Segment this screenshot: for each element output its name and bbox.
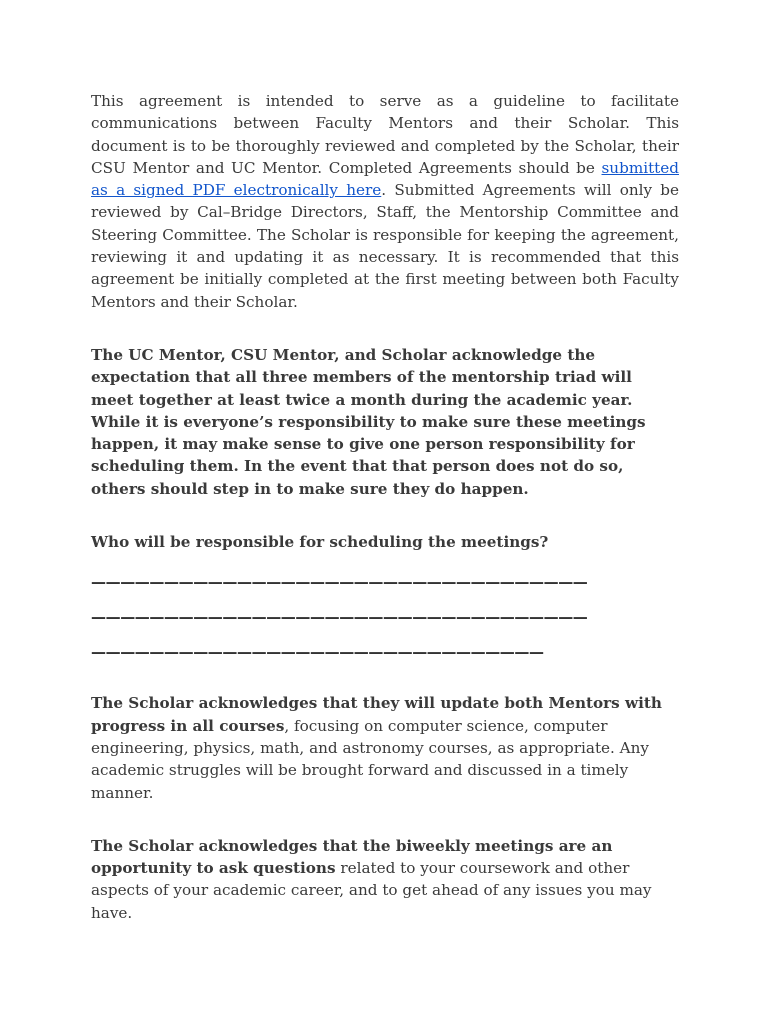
biweekly-bold-text: The Scholar acknowledges that the biweekly meetings are an opportunity to ask questions — [91, 836, 613, 878]
scheduling-question: Who will be responsible for scheduling the meetings? — [91, 533, 549, 552]
intro-text-after-link: . Submitted Agreements will only be reviewed by Cal–Bridge Directors, Staff, the Mentorship Committee and Steering Committee. The Scholar is responsible for keeping the agreement, reviewing it and updating it as necessary. It is recommended that this agreement be initially completed at the first meeting between both Faculty Mentors and their Scholar. — [91, 181, 680, 311]
submit-pdf-link[interactable]: submitted as a signed PDF electronically here — [91, 158, 679, 200]
intro-text-before-link: This agreement is intended to serve as a guideline to facilitate communications between Faculty Mentors and their Scholar. This document is to be thoroughly reviewed and completed by the Scholar, their CSU Mentor and UC Mentor. Completed Agreements should be — [91, 92, 679, 177]
intro-paragraph — [91, 90, 679, 313]
blank-line-3[interactable]: ——————————————————————————————— — [91, 643, 544, 662]
progress-bold-text: The Scholar acknowledges that they will update both Mentors with progress in all courses — [91, 694, 662, 735]
biweekly-rest-text: related to your coursework and other aspects of your academic career, and to get ahead of any issues you may have. — [91, 859, 652, 922]
blank-line-2[interactable]: —————————————————————————————————— — [91, 608, 588, 627]
progress-paragraph — [91, 692, 679, 803]
progress-rest-text: , focusing on computer science, computer engineering, physics, math, and astronomy courses, as appropriate. Any academic struggles will be brought forward and discussed in a timely manner. — [91, 716, 650, 802]
scheduling-answer-blanks — [91, 565, 679, 670]
biweekly-paragraph — [91, 835, 679, 924]
blank-line-1[interactable]: —————————————————————————————————— — [91, 573, 588, 592]
triad-paragraph: The UC Mentor, CSU Mentor, and Scholar acknowledge the expectation that all three members of the mentorship triad will meet together at least twice a month during the academic year. While it is everyone’s responsibility to make sure these meetings happen, it may make sense to give one person responsibility for scheduling them. In the event that that person does not do so, others should step in to make sure they do happen. — [91, 345, 646, 498]
